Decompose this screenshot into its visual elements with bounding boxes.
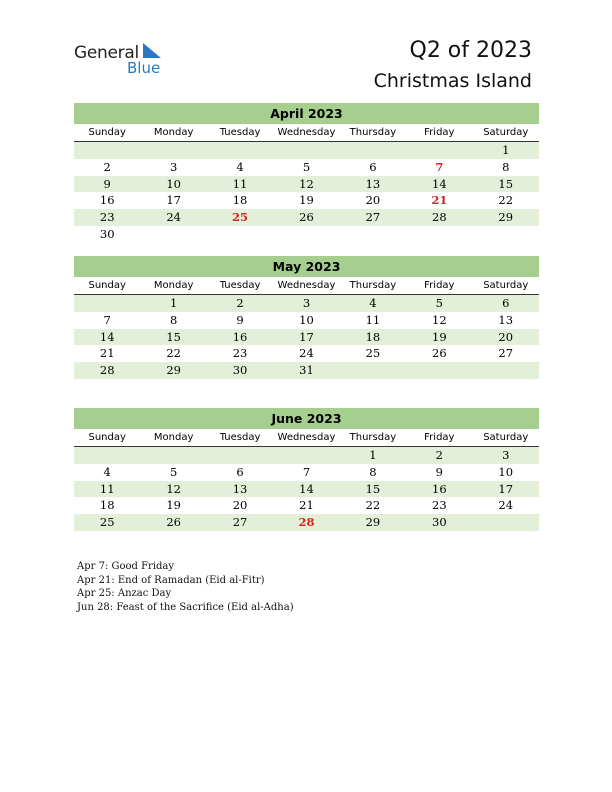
day-cell: 27 (365, 210, 381, 225)
day-cell: 9 (103, 176, 111, 191)
weekday-header-row (74, 429, 539, 447)
day-cell (207, 447, 273, 464)
day-cell: 8 (369, 464, 377, 479)
day-cell: 23 (99, 210, 115, 225)
weekday-label: Sunday (88, 280, 126, 291)
week-row (74, 192, 539, 209)
logo-triangle-icon (141, 43, 161, 59)
day-cell: 13 (232, 481, 248, 496)
weekday-label: Saturday (483, 432, 529, 443)
day-cell: 2 (236, 296, 244, 310)
day-cell (273, 447, 339, 464)
day-cell: 10 (498, 464, 514, 479)
day-cell: 1 (502, 143, 510, 157)
calendar-month-april (74, 103, 539, 243)
day-cell: 28 (99, 363, 115, 378)
week-row (74, 159, 539, 176)
day-cell (140, 142, 206, 159)
day-cell (140, 447, 206, 464)
day-cell: 29 (166, 363, 181, 378)
day-cell: 6 (502, 296, 510, 310)
day-cell: 9 (236, 312, 244, 327)
holiday-note: Apr 25: Anzac Day (77, 588, 172, 599)
day-cell: 29 (365, 515, 381, 530)
month-title: June 2023 (74, 408, 539, 429)
holiday-notes (77, 560, 294, 614)
page-subtitle: Christmas Island (373, 70, 532, 92)
day-cell (273, 142, 339, 159)
week-row (74, 312, 539, 329)
day-cell: 25 (232, 210, 249, 225)
weekday-label: Tuesday (219, 432, 261, 443)
day-cell: 17 (299, 329, 314, 344)
day-cell: 5 (169, 464, 178, 479)
day-cell: 26 (166, 515, 181, 530)
day-cell: 11 (365, 312, 381, 327)
weekday-label: Saturday (483, 127, 529, 138)
day-cell: 8 (169, 312, 178, 327)
weekday-label: Sunday (88, 127, 126, 138)
weekday-label: Friday (424, 127, 455, 138)
week-row (74, 514, 539, 531)
day-cell: 12 (432, 312, 447, 327)
weekday-header-row (74, 277, 539, 295)
day-cell: 13 (365, 176, 381, 191)
day-cell: 4 (236, 159, 244, 174)
logo-text-blue: Blue (127, 59, 161, 77)
weekday-label: Sunday (88, 432, 126, 443)
month-title: April 2023 (74, 103, 539, 124)
day-cell: 15 (166, 329, 181, 344)
holiday-note: Apr 7: Good Friday (77, 561, 175, 572)
day-cell (207, 142, 273, 159)
day-cell: 29 (498, 210, 514, 225)
week-row (74, 362, 539, 379)
day-cell: 20 (365, 193, 381, 208)
week-row (74, 345, 539, 362)
week-row (74, 481, 539, 498)
day-cell (74, 295, 140, 312)
holiday-note: Jun 28: Feast of the Sacrifice (Eid al-Adha) (77, 601, 294, 613)
weekday-header-row (74, 124, 539, 142)
day-cell (340, 142, 406, 159)
holiday-note: Apr 21: End of Ramadan (Eid al-Fitr) (77, 574, 265, 586)
day-cell: 17 (498, 481, 514, 496)
weekday-label: Thursday (349, 280, 397, 291)
day-cell: 22 (166, 346, 181, 361)
day-cell: 10 (299, 312, 314, 327)
day-cell: 6 (369, 159, 377, 174)
day-cell: 20 (232, 498, 248, 513)
weekday-label: Thursday (349, 127, 397, 138)
weekday-label: Monday (153, 127, 194, 138)
calendar-month-may (74, 256, 539, 379)
day-cell: 17 (166, 193, 181, 208)
day-cell: 11 (99, 481, 115, 496)
day-cell (207, 226, 273, 243)
day-cell: 24 (299, 346, 314, 361)
weekday-label: Monday (153, 280, 194, 291)
week-row (74, 142, 539, 159)
weekday-label: Saturday (483, 280, 529, 291)
day-cell: 16 (432, 481, 447, 496)
day-cell: 31 (299, 363, 314, 378)
week-row (74, 176, 539, 193)
day-cell: 9 (435, 464, 443, 479)
weekday-label: Tuesday (219, 127, 261, 138)
day-cell: 30 (232, 363, 248, 378)
day-cell: 19 (432, 329, 447, 344)
day-cell: 19 (299, 193, 314, 208)
day-cell: 22 (365, 498, 381, 513)
day-cell: 30 (99, 226, 115, 241)
day-cell: 27 (498, 346, 514, 361)
day-cell: 24 (498, 498, 514, 513)
month-title: May 2023 (74, 256, 539, 277)
week-row (74, 295, 539, 312)
logo-text-general: General (74, 43, 139, 63)
day-cell: 26 (432, 346, 447, 361)
day-cell (273, 226, 339, 243)
day-cell: 16 (232, 329, 248, 344)
day-cell (74, 142, 140, 159)
day-cell: 7 (435, 159, 444, 174)
day-cell: 19 (166, 498, 181, 513)
day-cell: 4 (103, 464, 111, 479)
day-cell: 15 (365, 481, 381, 496)
week-row (74, 226, 539, 243)
day-cell: 16 (99, 193, 115, 208)
weekday-label: Wednesday (277, 280, 336, 291)
day-cell: 7 (103, 312, 111, 327)
weekday-label: Friday (424, 280, 455, 291)
day-cell: 5 (302, 159, 311, 174)
weekday-label: Friday (424, 432, 455, 443)
day-cell: 30 (432, 515, 447, 530)
day-cell: 1 (169, 296, 178, 310)
day-cell: 21 (431, 193, 448, 208)
day-cell: 12 (166, 481, 181, 496)
day-cell: 25 (99, 515, 115, 530)
day-cell: 23 (232, 346, 248, 361)
weekday-label: Wednesday (277, 127, 336, 138)
day-cell: 10 (166, 176, 181, 191)
day-cell: 7 (302, 464, 311, 479)
day-cell: 18 (365, 329, 381, 344)
day-cell: 14 (299, 481, 314, 496)
day-cell: 18 (99, 498, 115, 513)
day-cell: 21 (99, 346, 115, 361)
day-cell: 28 (298, 515, 315, 530)
page-title: Q2 of 2023 (409, 38, 532, 63)
day-cell: 8 (502, 159, 510, 174)
day-cell: 14 (99, 329, 115, 344)
weekday-label: Monday (153, 432, 194, 443)
brand-logo (74, 40, 174, 80)
day-cell (140, 226, 206, 243)
weekday-label: Wednesday (277, 432, 336, 443)
day-cell: 18 (232, 193, 248, 208)
day-cell: 25 (365, 346, 381, 361)
day-cell (340, 226, 406, 243)
day-cell (340, 362, 406, 379)
day-cell: 15 (498, 176, 514, 191)
day-cell: 3 (169, 159, 178, 174)
day-cell (473, 226, 539, 243)
day-cell: 20 (498, 329, 514, 344)
week-row (74, 447, 539, 464)
day-cell (473, 362, 539, 379)
day-cell: 6 (236, 464, 244, 479)
day-cell: 26 (299, 210, 314, 225)
day-cell: 13 (498, 312, 514, 327)
day-cell: 3 (502, 448, 510, 462)
day-cell: 21 (299, 498, 314, 513)
week-row (74, 497, 539, 514)
day-cell (473, 514, 539, 531)
week-row (74, 209, 539, 226)
day-cell: 2 (103, 159, 111, 174)
day-cell: 12 (299, 176, 314, 191)
day-cell: 27 (232, 515, 248, 530)
day-cell: 4 (369, 296, 377, 310)
day-cell (406, 226, 472, 243)
day-cell: 2 (435, 448, 443, 462)
day-cell (74, 447, 140, 464)
week-row (74, 329, 539, 346)
day-cell: 22 (498, 193, 514, 208)
calendar-month-june (74, 408, 539, 531)
day-cell: 11 (232, 176, 248, 191)
weekday-label: Tuesday (219, 280, 261, 291)
week-row (74, 464, 539, 481)
day-cell: 24 (166, 210, 181, 225)
day-cell: 5 (435, 296, 443, 310)
day-cell (406, 142, 472, 159)
day-cell (406, 362, 472, 379)
day-cell: 1 (369, 448, 377, 462)
day-cell: 14 (432, 176, 447, 191)
day-cell: 3 (302, 296, 311, 310)
weekday-label: Thursday (349, 432, 397, 443)
day-cell: 28 (432, 210, 447, 225)
day-cell: 23 (432, 498, 447, 513)
